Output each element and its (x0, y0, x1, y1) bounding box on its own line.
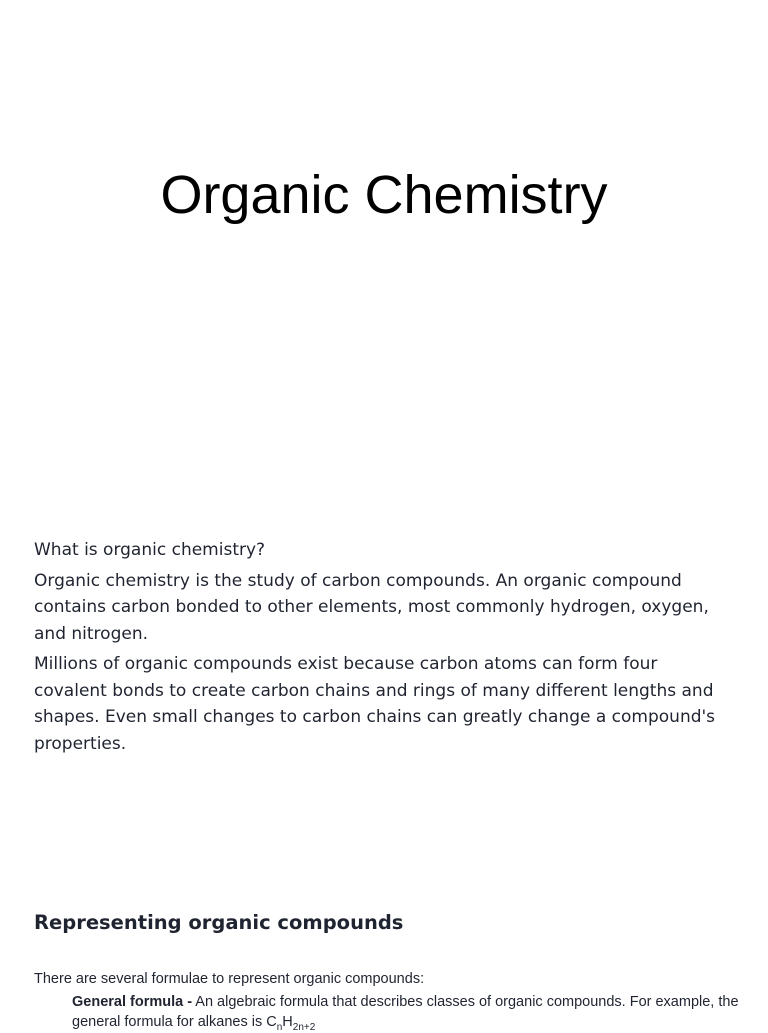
intro-question: What is organic chemistry? (34, 540, 266, 560)
formula-c: C (266, 1014, 277, 1030)
list-item-description: An algebraic formula that describes classes of organic compounds. For example, the general formula for alkanes is (72, 994, 739, 1030)
intro-section (34, 537, 734, 761)
intro-paragraph-1: Organic chemistry is the study of carbon compounds. An organic compound contains carbon bonded to other elements, most commonly hydrogen, oxygen, and nitrogen. (34, 570, 709, 644)
list-item (72, 992, 742, 1032)
section-lead: There are several formulae to represent organic compounds: (34, 971, 425, 987)
formula-list (72, 992, 742, 1032)
formula-h: H (282, 1014, 293, 1030)
intro-paragraph-2: Millions of organic compounds exist because carbon atoms can form four covalent bonds to create carbon chains and rings of many different lengths and shapes. Even small changes to carbon chains can greatly change a compound's properties. (34, 654, 716, 754)
page-title: Organic Chemistry (160, 165, 608, 225)
section-heading: Representing organic compounds (34, 911, 404, 934)
formula-sub-n: n (276, 1021, 283, 1033)
list-item-term: General formula - (72, 994, 193, 1010)
formula-sub-2n2: 2n+2 (292, 1021, 316, 1033)
